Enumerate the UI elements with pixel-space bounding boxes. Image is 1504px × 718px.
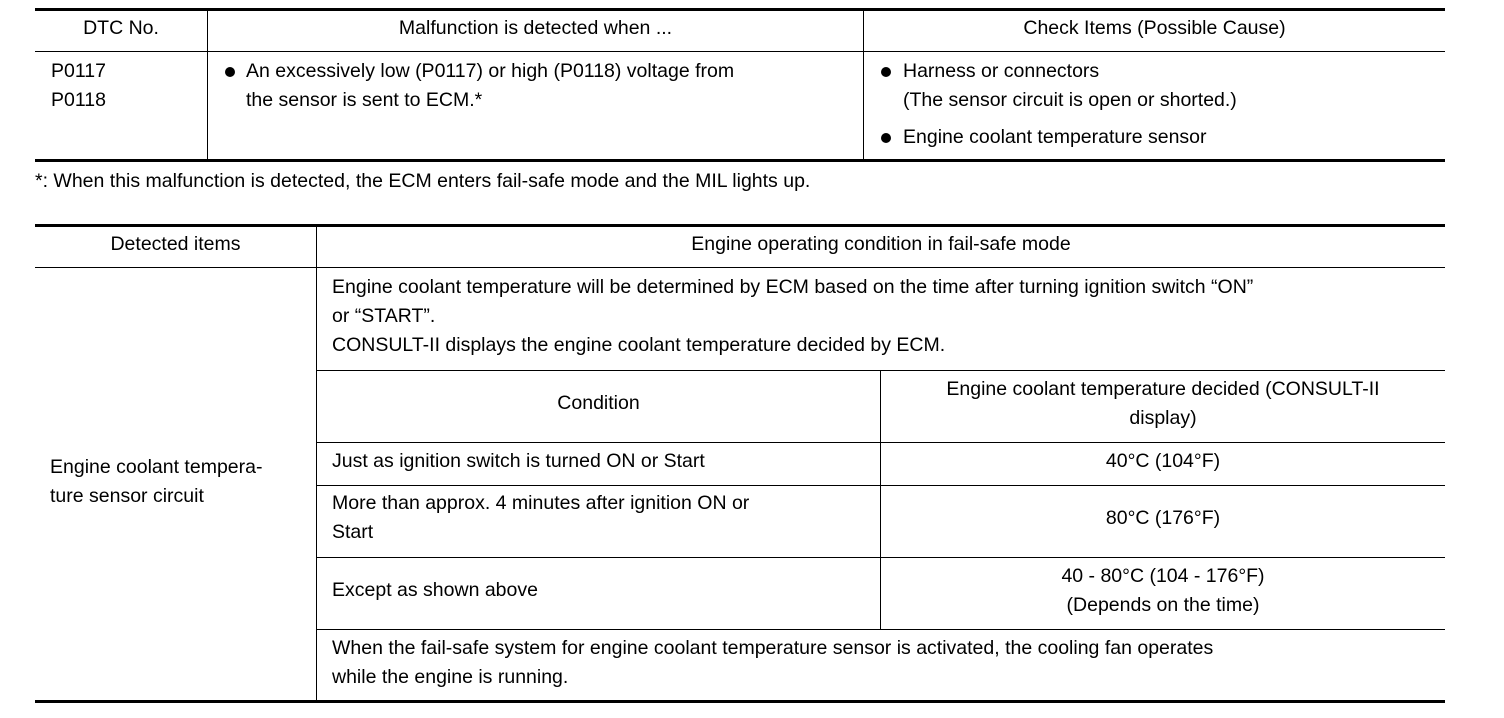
intro-text: CONSULT-II displays the engine coolant temperature decided by ECM. [332,334,946,356]
dtc-code: P0117 [51,60,106,82]
footnote: *: When this malfunction is detected, the ECM enters fail-safe mode and the MIL lights up. [35,170,811,192]
table-top-rule [35,224,1445,227]
temp-cell: 40°C (104°F) [1105,450,1221,472]
condition-cell: Start [332,521,374,543]
intro-text: or “START”. [332,305,436,327]
header-detected-items: Detected items [110,233,241,255]
header-decided-temp: display) [1129,407,1197,429]
malfunction-text: An excessively low (P0117) or high (P0118) voltage from [246,60,735,82]
detected-item-text: Engine coolant tempera- [50,456,263,478]
table-bottom-rule [35,159,1445,162]
bullet-icon [881,133,891,143]
table-header-rule [35,51,1445,52]
header-condition: Condition [557,392,640,414]
detected-item-text: ture sensor circuit [50,485,204,507]
header-decided-temp: Engine coolant temperature decided (CONSULT-II [946,378,1380,400]
condition-cell: Just as ignition switch is turned ON or Start [332,450,705,472]
temp-cell: (Depends on the time) [1066,594,1260,616]
check-item-text: (The sensor circuit is open or shorted.) [903,89,1237,111]
condition-cell: More than approx. 4 minutes after ignition ON or [332,492,750,514]
header-check-items: Check Items (Possible Cause) [1023,17,1286,39]
intro-text: Engine coolant temperature will be determined by ECM based on the time after turning ignition switch “ON” [332,276,1254,298]
note-text: When the fail-safe system for engine coolant temperature sensor is activated, the cooling fan operates [332,637,1214,659]
table-top-rule [35,8,1445,11]
header-operating-condition: Engine operating condition in fail-safe mode [691,233,1071,255]
check-item-text: Engine coolant temperature sensor [903,126,1207,148]
table-bottom-rule [35,700,1445,703]
bullet-icon [225,67,235,77]
table-header-rule [35,267,1445,268]
bullet-icon [881,67,891,77]
note-text: while the engine is running. [332,666,569,688]
condition-cell: Except as shown above [332,579,538,601]
malfunction-text: the sensor is sent to ECM.* [246,89,483,111]
header-dtc-no: DTC No. [83,17,159,39]
temp-cell: 80°C (176°F) [1105,507,1221,529]
temp-cell: 40 - 80°C (104 - 176°F) [1061,565,1265,587]
check-item-text: Harness or connectors [903,60,1100,82]
dtc-code: P0118 [51,89,106,111]
row-divider [316,629,1445,630]
header-malfunction: Malfunction is detected when ... [398,17,673,39]
